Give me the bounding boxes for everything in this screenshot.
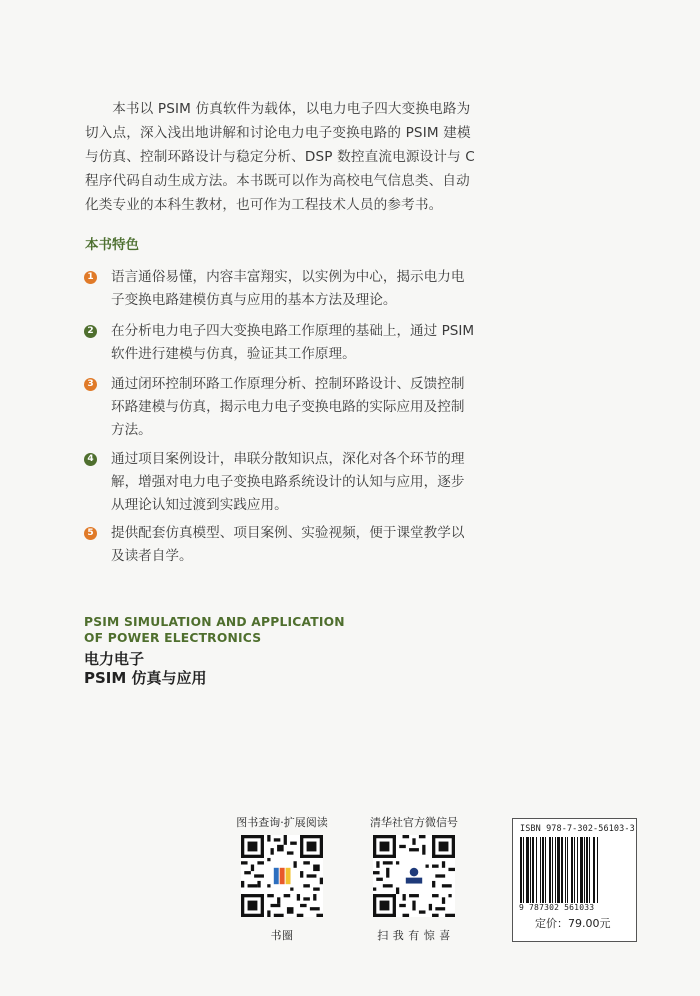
feature-item-2 (84, 320, 478, 366)
barcode-bar (597, 837, 598, 903)
barcode-box (512, 818, 637, 942)
number-badge: 3 (84, 378, 97, 391)
barcode-bar (593, 837, 595, 903)
intro-paragraph: 本书以 PSIM 仿真软件为载体，以电力电子四大变换电路为切入点，深入浅出地讲解和讨论电力电子变换电路的 PSIM 建模与仿真、控制环路设计与稳定分析、DSP 数控直流电源设计与 C 程序代码自动生成方法。本书既可以作为高校电气信息类、自动化类专业的本科生教材，也可作为工程技术人员的参考书。 (85, 101, 475, 213)
english-title-line-2: OF POWER ELECTRONICS (84, 631, 262, 645)
feature-item-3 (84, 373, 478, 442)
feature-text: 通过闭环控制环路工作原理分析、控制环路设计、反馈控制环路建模与仿真，揭示电力电子变换电路的实际应用及控制方法。 (111, 376, 465, 438)
features-heading: 本书特色 (85, 237, 139, 253)
barcode-bar (540, 837, 541, 903)
number-badge: 5 (84, 527, 97, 540)
english-title (84, 614, 345, 646)
barcode-bar (536, 837, 537, 903)
number-badge: 4 (84, 453, 97, 466)
number-badge: 2 (84, 325, 97, 338)
qr-caption: 图书查询·扩展阅读 (236, 816, 328, 829)
chinese-title (84, 650, 207, 688)
feature-item-5 (84, 522, 478, 568)
chinese-title-line-2: PSIM 仿真与应用 (84, 669, 207, 687)
qr-caption: 清华社官方微信号 (370, 816, 458, 829)
feature-item-1 (84, 266, 478, 312)
barcode-bar (586, 837, 588, 903)
barcode-bar (549, 837, 551, 903)
qr-block-right (359, 814, 469, 943)
barcode-digits: 9 787302 561033 (519, 903, 595, 912)
qr-sub-label: 扫 我 有 惊 喜 (377, 929, 451, 942)
barcode-bar (567, 837, 568, 903)
barcode-bar (584, 837, 585, 903)
feature-text: 在分析电力电子四大变换电路工作原理的基础上，通过 PSIM 软件进行建模与仿真，验证其工作原理。 (111, 323, 475, 362)
feature-text: 语言通俗易懂，内容丰富翔实，以实例为中心，揭示电力电子变换电路建模仿真与应用的基本方法及理论。 (111, 269, 465, 308)
qr-code-icon[interactable] (373, 835, 455, 917)
barcode-bar (571, 837, 573, 903)
english-title-line-1: PSIM SIMULATION AND APPLICATION (84, 615, 345, 629)
barcode-bar (532, 837, 534, 903)
number-badge: 1 (84, 271, 97, 284)
barcode-bar (577, 837, 578, 903)
qr-sub-label: 书圈 (270, 929, 294, 942)
barcode-bar (561, 837, 563, 903)
qr-code-icon[interactable] (241, 835, 323, 917)
barcode-bar (565, 837, 566, 903)
price-label: 定价：79.00元 (535, 917, 611, 930)
barcode-bar (555, 837, 556, 903)
barcode-bar (526, 837, 529, 903)
barcode-bar (542, 837, 544, 903)
barcode-bar (557, 837, 560, 903)
isbn-text: ISBN 978-7-302-56103-3 (520, 824, 635, 834)
chinese-title-line-1: 电力电子 (84, 650, 145, 668)
barcode-bar (589, 837, 590, 903)
barcode-bar (520, 837, 522, 903)
barcode-bar (574, 837, 575, 903)
qr-block-left (227, 814, 337, 943)
barcode-bar (523, 837, 524, 903)
barcode-bar (580, 837, 583, 903)
barcode-icon (520, 837, 630, 903)
feature-text: 通过项目案例设计，串联分散知识点，深化对各个环节的理解，增强对电力电子变换电路系统设计的认知与应用，逐步从理论认知过渡到实践应用。 (111, 451, 465, 513)
barcode-bar (552, 837, 553, 903)
barcode-bar (545, 837, 546, 903)
barcode-bar (530, 837, 531, 903)
feature-text: 提供配套仿真模型、项目案例、实验视频，便于课堂教学以及读者自学。 (111, 525, 465, 564)
feature-item-4 (84, 448, 478, 517)
